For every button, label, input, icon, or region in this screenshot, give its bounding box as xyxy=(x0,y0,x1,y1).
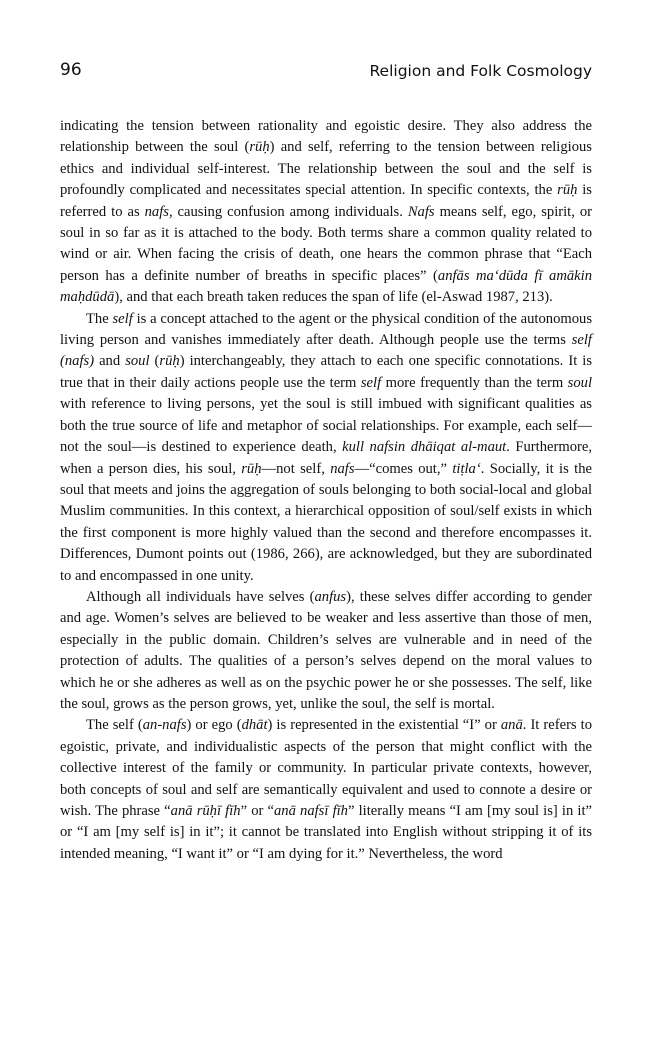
text-run: with reference to living persons, yet the soul is still imbued with significant qualities as both the true source of life and metaphor of social relationships. For example, each self— not the soul—is destined to experience death, xyxy=(60,396,592,456)
italic-term: rūḥ xyxy=(249,139,270,156)
text-run: is a concept attached to the agent or the physical condition of the autonomous living person and vanishes immediately after death. Although people use the terms xyxy=(60,310,593,349)
text-run: is referred to as xyxy=(60,182,592,220)
italic-term: rūḥ xyxy=(557,182,578,199)
italic-term: nafs xyxy=(144,203,169,220)
italic-term: anā rūḥī fīh xyxy=(170,803,241,819)
text-run: ), these selves differ according to gender and age. Women’s selves are believed to be weaker and less assertive than those of men, especially in the public domain. Children’s selves are vulnerable and in need of the protection of adults. The qualities of a person’s selves depend on the moral values to which he or she adheres as well as on the psychic power he or she possesses. The self, like the soul, grows as the person grows, yet, unlike the soul, the self is mortal. xyxy=(60,588,592,712)
text-run: ” literally means “I am [my soul is] in it” or “I am [my self is] in it”; it cannot be translated into English without stripping it of its intended meaning, “I want it” or “I am dying for it.” Nevertheless, the word xyxy=(60,803,592,862)
text-run: The xyxy=(86,310,113,327)
italic-term: an-nafs xyxy=(142,717,187,734)
italic-term: soul xyxy=(567,374,592,391)
text-run: means self, ego, spirit, or soul in so far as it is attached to the body. Both terms share a common quality related to wind or air. When facing the crisis of death, one hears the common phrase that “Each person has a definite number of breaths in specific places” ( xyxy=(60,203,592,284)
italic-term: Nafs xyxy=(407,203,435,220)
text-run: The self ( xyxy=(86,717,143,734)
text-run: , causing confusion among individuals. xyxy=(168,203,408,220)
paragraph xyxy=(60,116,592,309)
italic-term: anā nafsī fīh xyxy=(274,803,348,819)
text-run: ( xyxy=(149,353,160,370)
italic-term: anfās ma‘dūda fī amākin maḥdūdā xyxy=(60,267,592,306)
text-run: —not self, xyxy=(261,460,331,477)
text-run: ” or “ xyxy=(240,803,274,819)
italic-term: kull nafsin dhāiqat al-maut xyxy=(342,439,507,456)
italic-term: self xyxy=(112,310,133,327)
paragraph xyxy=(60,587,592,715)
body-text xyxy=(60,116,592,865)
text-run: ) interchangeably, they attach to each one specific connotations. It is true that in their daily actions people use the term xyxy=(60,353,593,391)
italic-term: nafs xyxy=(330,460,355,477)
italic-term: self (nafs) xyxy=(60,332,592,370)
text-run: . It refers to egoistic, private, and individualistic aspects of the person that might conflict with the collective interest of the family or community. In particular private contexts, however, both concepts of soul and self are semantically equivalent and used to connote a desire or wish. The phrase “ xyxy=(60,717,593,819)
italic-term: dhāt xyxy=(241,717,268,734)
running-head: Religion and Folk Cosmology xyxy=(369,62,592,80)
italic-term: rūḥ xyxy=(159,353,180,370)
paragraph xyxy=(60,715,592,865)
italic-term: self xyxy=(360,374,382,391)
page-header xyxy=(60,60,592,88)
italic-term: tiṭla‘ xyxy=(452,460,481,477)
italic-term: anfus xyxy=(314,588,347,605)
text-run: ), and that each breath taken reduces the span of life (el-Aswad 1987, 213). xyxy=(114,289,553,306)
page-number: 96 xyxy=(60,60,82,80)
text-run: ) is represented in the existential “I” or xyxy=(267,717,501,734)
text-run: more frequently than the term xyxy=(381,374,568,391)
text-run: . Socially, it is the soul that meets and joins the aggregation of souls belonging to both social-local and global Muslim communities. In this context, a hierarchical opposition of soul/self exists in which the first component is more highly valued than the second and therefore encompasses it. Differences, Dumont points out (1986, 266), are acknowledged, but they are subordinated to and encompassed in one unity. xyxy=(60,460,592,584)
text-run: Although all individuals have selves ( xyxy=(86,588,315,605)
italic-term: anā xyxy=(500,717,523,734)
italic-term: rūḥ xyxy=(241,460,262,477)
text-run: ) and self, referring to the tension between religious ethics and individual self-interest. The relationship between the soul and the self is profoundly complicated and necessitates special attention. In specific contexts, the xyxy=(60,139,592,199)
text-run: . Furthermore, when a person dies, his soul, xyxy=(60,439,592,477)
paragraph xyxy=(60,309,592,587)
text-run: indicating the tension between rationality and egoistic desire. They also address the relationship between the soul ( xyxy=(60,118,592,156)
text-run: —“comes out,” xyxy=(354,460,453,477)
text-run: and xyxy=(94,353,126,370)
text-run: ) or ego ( xyxy=(186,717,242,734)
italic-term: soul xyxy=(125,353,150,370)
